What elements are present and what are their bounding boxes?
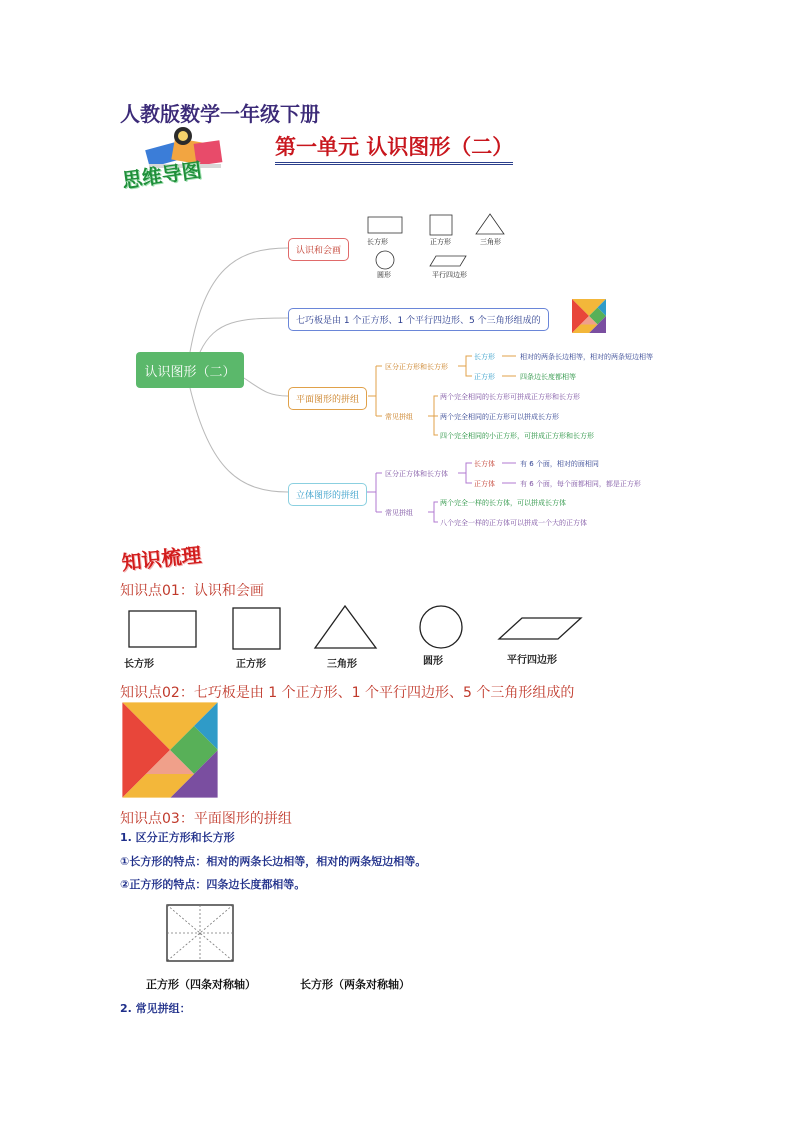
mm-item-desc: 有 6 个面，相对的面相同 [520,460,599,468]
kp3-sub1: 1. 区分正方形和长方形 [120,831,235,844]
mindmap-tangram-icon [572,299,606,333]
mm-combo-item: 两个完全相同的正方形可以拼成长方形 [440,413,559,421]
mm-sub-common: 常见拼组 [385,413,413,421]
mm-shape-label: 正方形 [430,238,451,246]
branch-recognize-draw: 认识和会画 [288,238,349,261]
square-axes-caption: 正方形（四条对称轴） [146,978,256,991]
kp1-shape-label: 长方形 [124,659,154,670]
mm-sub-distinguish-solid: 区分正方体和长方体 [385,470,448,478]
square-symmetry-axes [166,904,236,962]
knowledge-heading: 知识梳理 [120,542,203,575]
kp2-heading: 知识点02：七巧板是由 1 个正方形、1 个平行四边形、5 个三角形组成的 [120,685,575,701]
branch-tangram: 七巧板是由 1 个正方形、1 个平行四边形、5 个三角形组成的 [288,308,549,331]
mm-item-desc: 四条边长度都相等 [520,373,576,381]
kp3-square-feature: ②正方形的特点：四条边长度都相等。 [120,878,306,891]
mindmap-heading: 思维导图 [120,157,204,193]
kp1-shape-label: 三角形 [327,659,357,670]
mm-sub-distinguish: 区分正方形和长方形 [385,363,448,371]
mm-item-name: 正方体 [474,480,495,488]
mm-combo-item: 两个完全一样的长方体，可以拼成长方体 [440,499,566,507]
mm-shape-label: 平行四边形 [432,271,467,279]
unit-title: 第一单元 认识图形（二） [275,131,513,165]
branch-plane-combination: 平面图形的拼组 [288,387,367,410]
kp1-shape-label: 正方形 [236,659,266,670]
mm-combo-item: 四个完全相同的小正方形，可拼成正方形和长方形 [440,432,594,440]
kp3-sub2: 2. 常见拼组： [120,1002,191,1015]
branch-solid-combination: 立体图形的拼组 [288,483,367,506]
mm-item-desc: 相对的两条长边相等，相对的两条短边相等 [520,353,653,361]
kp1-shape-label: 平行四边形 [507,655,557,666]
kp3-heading: 知识点03：平面图形的拼组 [120,811,292,827]
rect-axes-caption: 长方形（两条对称轴） [300,978,410,991]
mm-combo-item: 两个完全相同的长方形可拼成正方形和长方形 [440,393,580,401]
mm-item-name: 长方体 [474,460,495,468]
kp1-shape-label: 圆形 [423,656,443,667]
kp1-heading: 知识点01：认识和会画 [120,583,264,599]
tangram-illustration [122,702,218,798]
mm-shape-label: 三角形 [480,238,501,246]
mm-item-name: 长方形 [474,353,495,361]
mindmap-root: 认识图形（二） [136,352,244,388]
mm-item-name: 正方形 [474,373,495,381]
mm-shape-label: 圆形 [377,271,391,279]
mm-shape-label: 长方形 [367,238,388,246]
mm-combo-item: 八个完全一样的正方体可以拼成一个大的正方体 [440,519,587,527]
mm-sub-common-solid: 常见拼组 [385,509,413,517]
kp1-shapes [120,600,590,656]
mm-item-desc: 有 6 个面，每个面都相同，都是正方形 [520,480,641,488]
kp3-rect-feature: ①长方形的特点：相对的两条长边相等，相对的两条短边相等。 [120,855,427,868]
book-title: 人教版数学一年级下册 [120,102,320,126]
